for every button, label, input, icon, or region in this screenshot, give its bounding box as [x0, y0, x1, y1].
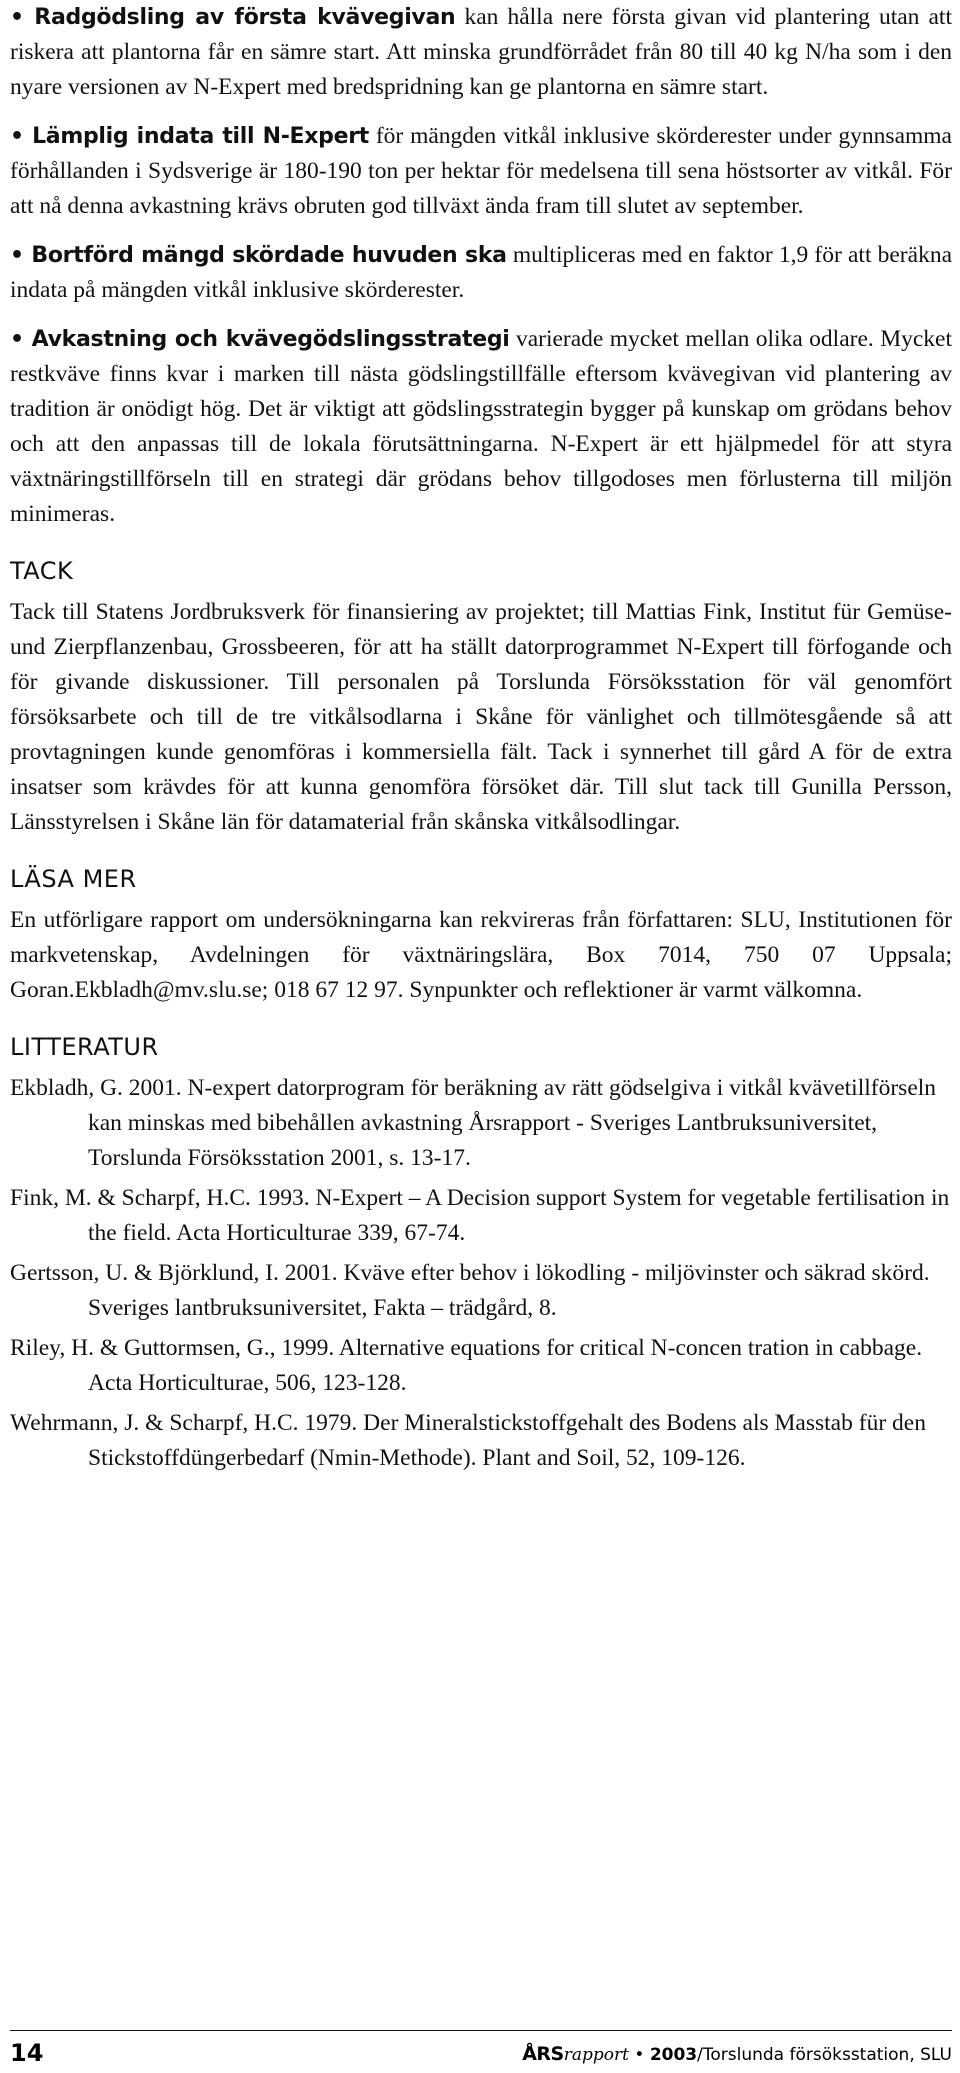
section-heading-tack: TACK [10, 557, 74, 585]
bullet-paragraph [10, 238, 952, 308]
article-body [10, 0, 952, 1481]
bullet-text: för mängden vitkål inklusive skörderester under gynnsamma förhållanden i Sydsverige är 180-190 ton per hektar för medelsena till sena höstsorter av vitkål. För att nå denna avkastning krävs obruten god tillväxt ända fram till slutet av september. [10, 123, 952, 219]
bullet-text: varierade mycket mellan olika odlare. Mycket restkväve finns kvar i marken till nästa gödslingstillfälle eftersom kvävegivan vid plantering av tradition är onödigt hög. Det är viktigt att gödslingsstrategin bygger på kunskap om grödans behov och att den anpassas till de lokala förutsättningarna. N-Expert är ett hjälpmedel för att styra växtnäringstillförseln till en strategi där grödans behov tillgodoses men förlusterna till miljön minimeras. [10, 326, 952, 527]
bullet-lead: • Avkastning och kvävegödslingsstrategi [10, 327, 510, 352]
bullet-lead: • Radgödsling av första kvävegivan [10, 5, 456, 30]
bullet-text: multipliceras med en faktor 1,9 för att beräkna indata på mängden vitkål inklusive skörderester. [10, 242, 952, 303]
brand-italic: rapport [563, 2045, 629, 2065]
reference-item: Ekbladh, G. 2001. N-expert datorprogram för beräkning av rätt gödselgiva i vitkål kvävetillförseln kan minskas med bibehållen avkastning Årsrapport - Sveriges Lantbruksuniversitet, Torslunda Försöksstation 2001, s. 13-17. [10, 1075, 937, 1171]
section-heading-litteratur: LITTERATUR [10, 1033, 159, 1061]
reference-item: Fink, M. & Scharpf, H.C. 1993. N-Expert – A Decision support System for vegetable fertilisation in the field. Acta Horticulturae 339, 67-74. [10, 1185, 950, 1246]
journal-credit [522, 2043, 952, 2065]
section-heading-lasa-mer: LÄSA MER [10, 865, 137, 893]
brand-bold: ÅRS [522, 2043, 564, 2065]
bullet-lead: • Lämplig indata till N-Expert [10, 124, 370, 149]
reference-item: Riley, H. & Guttormsen, G., 1999. Alternative equations for critical N-concen tration in cabbage. Acta Horticulturae, 506, 123-128. [10, 1335, 923, 1396]
footer-publisher: /Torslunda försöksstation, SLU [697, 2045, 952, 2065]
footer-year: 2003 [649, 2045, 698, 2065]
page-footer [10, 2030, 952, 2071]
lasa-mer-paragraph: En utförligare rapport om undersökningarna kan rekvireras från författaren: SLU, Institutionen för markvetenskap, Avdelningen för växtnäringslära, Box 7014, 750 07 Uppsala; Goran.Ekbladh@mv.slu.se; 018 67 12 97. Synpunkter och reflektioner är varmt välkomna. [10, 907, 952, 1003]
page-number: 14 [10, 2039, 44, 2067]
tack-paragraph: Tack till Statens Jordbruksverk för finansiering av projektet; till Mattias Fink, Institut für Gemüse- und Zierpflanzenbau, Grossbeeren, för att ha ställt datorprogrammet N-Expert till förfogande och för givande diskussioner. Till personalen på Torslunda Försöksstation för väl genomfört försöksarbete och till de tre vitkålsodlarna i Skåne för vänlighet och tillmötesgående så att provtagningen kunde genomföras i kommersiella fält. Tack i synnerhet till gård A för de extra insatser som krävdes för att kunna genomföra försöket där. Till slut tack till Gunilla Persson, Länsstyrelsen i Skåne län för datamaterial från skånska vitkålsodlingar. [10, 599, 952, 835]
footer-separator: • [628, 2045, 650, 2065]
bullet-paragraph [10, 0, 952, 105]
reference-list [10, 1071, 952, 1476]
bullet-paragraph [10, 322, 952, 532]
reference-item: Gertsson, U. & Björklund, I. 2001. Kväve efter behov i lökodling - miljövinster och säkrad skörd. Sveriges lantbruksuniversitet, Fakta – trädgård, 8. [10, 1260, 930, 1321]
bullet-paragraph [10, 119, 952, 224]
reference-item: Wehrmann, J. & Scharpf, H.C. 1979. Der Mineralstickstoffgehalt des Bodens als Masstab für den Stickstoffdüngerbedarf (Nmin-Methode). Plant and Soil, 52, 109-126. [10, 1410, 926, 1471]
bullet-lead: • Bortförd mängd skördade huvuden ska [10, 243, 507, 268]
bullet-text: kan hålla nere första givan vid plantering utan att riskera att plantorna får en sämre start. Att minska grundförrådet från 80 till 40 kg N/ha som i den nyare versionen av N-Expert med bredspridning kan ge plantorna en sämre start. [10, 4, 952, 100]
